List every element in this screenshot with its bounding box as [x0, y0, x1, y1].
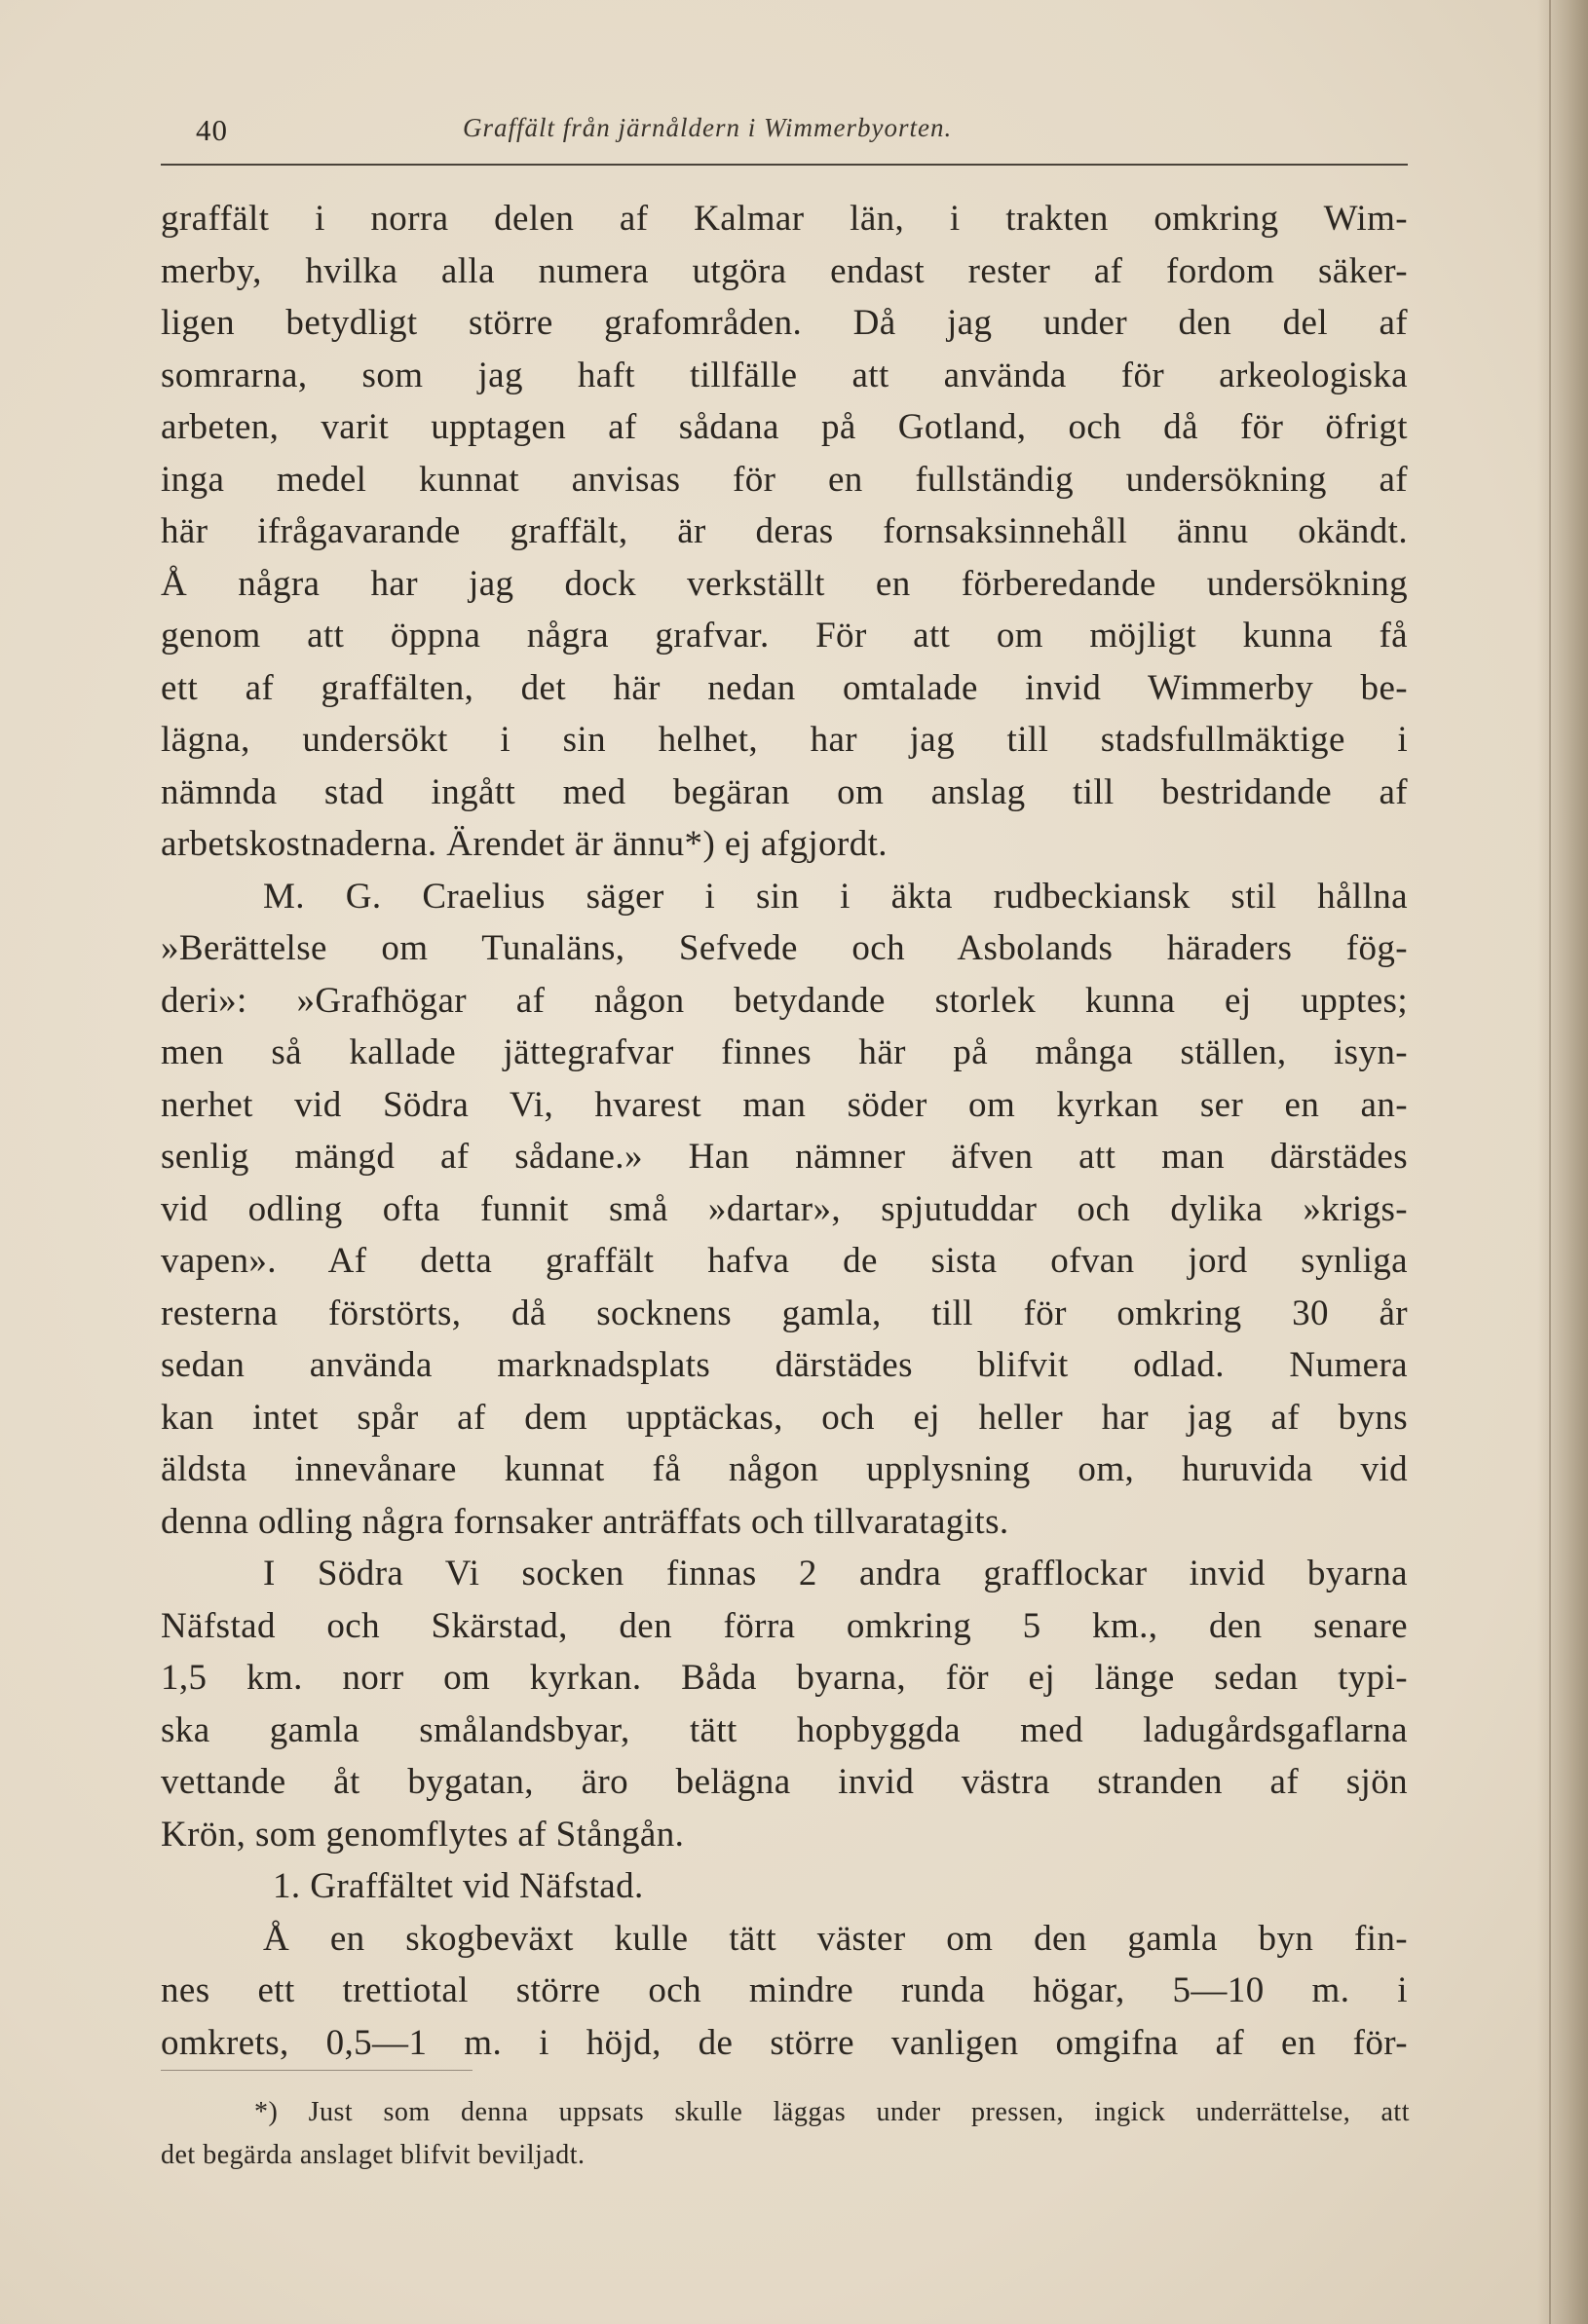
- text-line: vapen». Af detta graffält hafva de sista ofvan jord synliga: [161, 1241, 1408, 1281]
- header-rule: [161, 164, 1408, 166]
- paragraph-start-line: M. G. Craelius säger i sin i äkta rudbeckiansk stil hållna: [263, 876, 1408, 917]
- footnote-line: det begärda anslaget blifvit beviljadt.: [161, 2140, 586, 2170]
- paragraph-start-line: Å en skogbeväxt kulle tätt väster om den gamla byn fin-: [263, 1918, 1408, 1959]
- text-line: Näfstad och Skärstad, den förra omkring 5 km., den senare: [161, 1605, 1408, 1646]
- text-line: arbeten, varit upptagen af sådana på Gotland, och då för öfrigt: [161, 407, 1408, 447]
- text-line: men så kallade jättegrafvar finnes här på många ställen, isyn-: [161, 1032, 1408, 1072]
- text-line: senlig mängd af sådane.» Han nämner äfven att man därstädes: [161, 1137, 1408, 1177]
- text-line: nerhet vid Södra Vi, hvarest man söder om kyrkan ser en an-: [161, 1084, 1408, 1125]
- text-line: här ifrågavarande graffält, är deras fornsaksinnehåll ännu okändt.: [161, 511, 1408, 551]
- text-line: ett af graffälten, det här nedan omtalade invid Wimmerby be-: [161, 667, 1408, 708]
- running-title: Graffält från järnåldern i Wimmerbyorten.: [463, 113, 953, 142]
- body-text: [161, 193, 1408, 2069]
- text-line: »Berättelse om Tunaläns, Sefvede och Asbolands häraders fög-: [161, 928, 1408, 968]
- text-line: äldsta innevånare kunnat få någon upplysning om, huruvida vid: [161, 1449, 1408, 1489]
- text-line: graffält i norra delen af Kalmar län, i trakten omkring Wim-: [161, 199, 1408, 239]
- paragraph-end-line: Krön, som genomflytes af Stångån.: [161, 1814, 685, 1855]
- text-line: ligen betydligt större grafområden. Då jag under den del af: [161, 303, 1408, 343]
- text-line: nämnda stad ingått med begäran om anslag till bestridande af: [161, 771, 1408, 812]
- page-header: [161, 105, 1408, 148]
- text-line: genom att öppna några grafvar. För att om möjligt kunna få: [161, 616, 1408, 656]
- text-line: resterna förstörts, då socknens gamla, till för omkring 30 år: [161, 1293, 1408, 1333]
- page-number: 40: [196, 113, 228, 147]
- text-line: sedan använda marknadsplats därstädes blifvit odlad. Numera: [161, 1345, 1408, 1385]
- text-line: merby, hvilka alla numera utgöra endast rester af fordom säker-: [161, 250, 1408, 291]
- text-line: Å några har jag dock verkställt en förberedande undersökning: [161, 563, 1408, 604]
- page-edge-shadow: [1537, 0, 1588, 2324]
- text-line: omkrets, 0,5—1 m. i höjd, de större vanligen omgifna af en för-: [161, 2022, 1408, 2063]
- text-line: nes ett trettiotal större och mindre runda högar, 5—10 m. i: [161, 1970, 1408, 2010]
- text-line: lägna, undersökt i sin helhet, har jag till stadsfullmäktige i: [161, 720, 1408, 760]
- text-line: somrarna, som jag haft tillfälle att använda för arkeologiska: [161, 355, 1408, 395]
- section-heading: 1. Graffältet vid Näfstad.: [273, 1866, 644, 1906]
- text-line: deri»: »Grafhögar af någon betydande storlek kunna ej upptes;: [161, 980, 1408, 1021]
- text-line: inga medel kunnat anvisas för en fullständig undersökning af: [161, 459, 1408, 500]
- text-line: ska gamla smålandsbyar, tätt hopbyggda med ladugårdsgaflarna: [161, 1709, 1408, 1750]
- footnote-rule: [161, 2070, 473, 2071]
- footnote-line: *) Just som denna uppsats skulle läggas under pressen, ingick underrättelse, att: [254, 2097, 1410, 2127]
- text-line: vettande åt bygatan, äro belägna invid västra stranden af sjön: [161, 1762, 1408, 1802]
- paragraph-end-line: denna odling några fornsaker anträffats och tillvaratagits.: [161, 1501, 1009, 1542]
- paragraph-end-line: arbetskostnaderna. Ärendet är ännu*) ej afgjordt.: [161, 824, 888, 864]
- text-line: kan intet spår af dem upptäckas, och ej heller har jag af byns: [161, 1397, 1408, 1438]
- text-line: 1,5 km. norr om kyrkan. Båda byarna, för ej länge sedan typi-: [161, 1658, 1408, 1698]
- text-line: vid odling ofta funnit små »dartar», spjutuddar och dylika »krigs-: [161, 1188, 1408, 1229]
- page-edge-line: [1549, 0, 1551, 2324]
- footnotes: [161, 2091, 1410, 2177]
- paragraph-start-line: I Södra Vi socken finnas 2 andra grafflockar invid byarna: [263, 1554, 1408, 1593]
